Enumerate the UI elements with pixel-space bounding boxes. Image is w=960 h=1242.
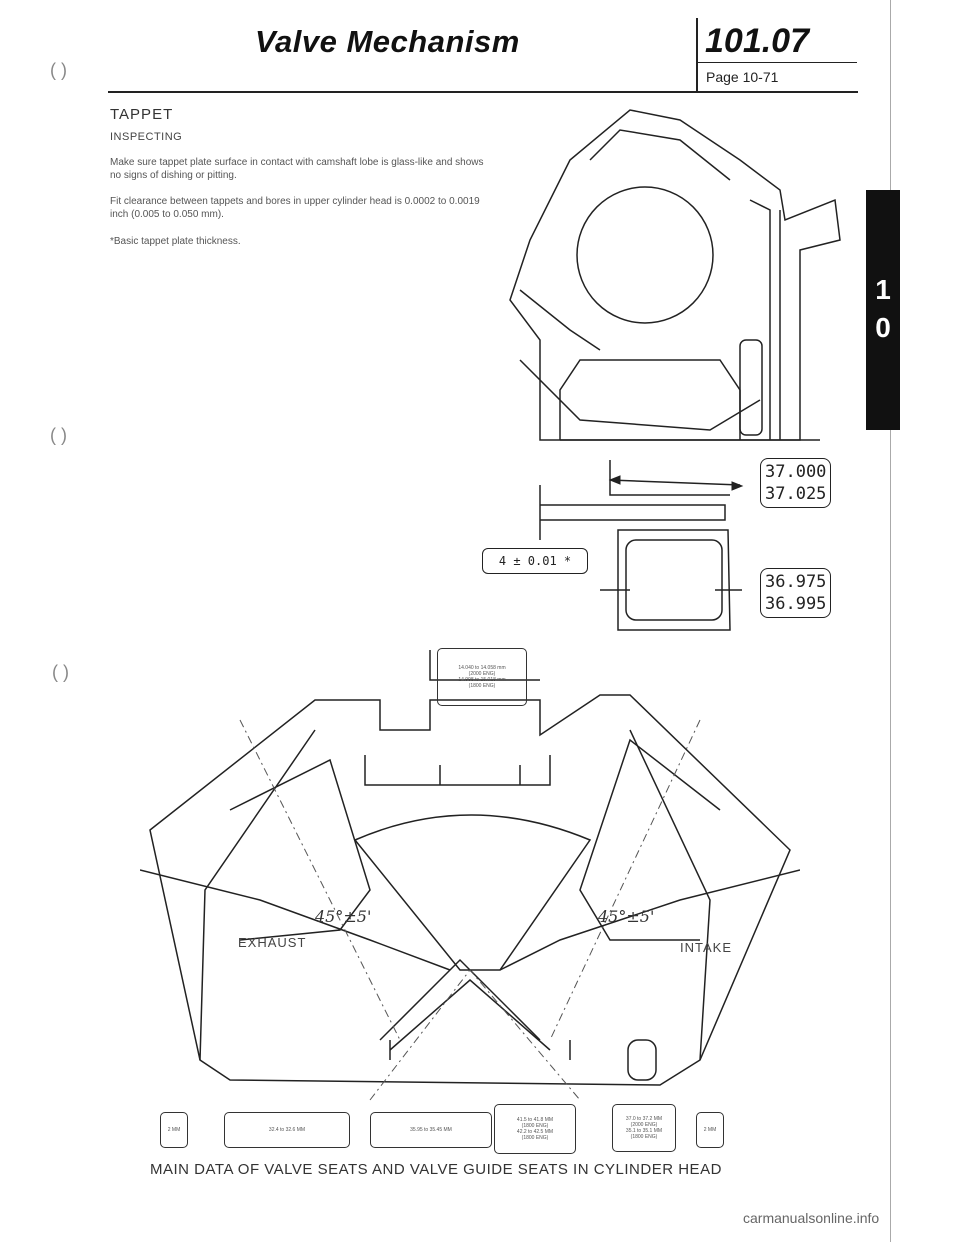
tappet-dim-max: 36.995	[765, 594, 827, 614]
intake-label: INTAKE	[680, 940, 732, 955]
dimension-box-6	[696, 1112, 724, 1148]
header-vertical-rule	[696, 18, 698, 93]
exhaust-seat-angle: 45°±5'	[315, 907, 372, 926]
guide-eng-1800: (1800 ENG)	[468, 683, 496, 689]
section-code: 101.07	[705, 22, 809, 60]
dimension-eng: (2000 ENG)	[630, 1122, 658, 1128]
tappet-plate-thickness: 4 ± 0.01 *	[482, 548, 588, 574]
dimension-box-3	[370, 1112, 492, 1148]
binder-hole-mark: ( )	[50, 60, 67, 80]
bore-diameter-dimension	[760, 458, 831, 508]
dimension-value: 35.1 to 35.1 MM	[625, 1128, 663, 1134]
valve-guide-dimension-box	[437, 648, 527, 706]
tab-digit-2: 0	[875, 312, 891, 343]
dimension-eng: (1800 ENG)	[521, 1123, 549, 1129]
dimension-value: 2 MM	[703, 1127, 717, 1133]
binder-hole-mark: ( )	[52, 662, 69, 682]
tab-digit-1: 1	[875, 274, 891, 305]
dimension-value: 41.5 to 41.8 MM	[516, 1117, 554, 1123]
tappet-dim-min: 36.975	[765, 572, 827, 592]
right-margin-line	[890, 0, 891, 1242]
guide-eng-2000: (2000 ENG)	[468, 671, 496, 677]
dimension-eng: (1800 ENG)	[521, 1135, 549, 1141]
paragraph-tappet-surface: Make sure tappet plate surface in contact with camshaft lobe is glass-like and shows no signs of dishing or pitting.	[110, 157, 484, 181]
intake-seat-angle: 45°±5'	[598, 907, 655, 926]
page-number: Page 10-71	[706, 69, 779, 85]
paragraph-footnote: *Basic tappet plate thickness.	[110, 236, 241, 247]
header-rule	[108, 91, 858, 93]
paragraph-fit-clearance: Fit clearance between tappets and bores in upper cylinder head is 0.0002 to 0.0019 inch (0.005 to 0.050 mm).	[110, 196, 480, 220]
dimension-box-4	[494, 1104, 576, 1154]
section-title: TAPPET	[110, 106, 174, 123]
exhaust-label: EXHAUST	[238, 935, 307, 950]
dimension-value: 32.4 to 32.6 MM	[268, 1127, 306, 1133]
figure-caption: MAIN DATA OF VALVE SEATS AND VALVE GUIDE SEATS IN CYLINDER HEAD	[150, 1161, 722, 1178]
dimension-value: 37.0 to 37.2 MM	[625, 1116, 663, 1122]
guide-dim-2000: 14.040 to 14.058 mm	[458, 665, 506, 671]
watermark-footer: carmanualsonline.info	[743, 1210, 880, 1226]
section-subtitle: INSPECTING	[110, 131, 183, 143]
guide-dim-1800: 14.998 to 15.018 mm	[458, 677, 506, 683]
dimension-box-1	[160, 1112, 188, 1148]
dimension-value: 42.2 to 42.5 MM	[516, 1129, 554, 1135]
dimension-box-5	[612, 1104, 676, 1152]
bore-dim-min: 37.000	[765, 462, 827, 482]
binder-hole-mark: ( )	[50, 425, 67, 445]
tappet-diameter-dimension	[760, 568, 831, 618]
code-underline	[697, 62, 857, 63]
dimension-value: 2 MM	[167, 1127, 181, 1133]
dimension-value: 35.95 to 35.45 MM	[410, 1127, 452, 1133]
cylinder-head-section-diagram	[140, 640, 800, 1140]
dimension-box-2	[224, 1112, 350, 1148]
page-title: Valve Mechanism	[255, 24, 520, 59]
bore-dim-max: 37.025	[765, 484, 827, 504]
dimension-eng: (1800 ENG)	[630, 1134, 658, 1140]
